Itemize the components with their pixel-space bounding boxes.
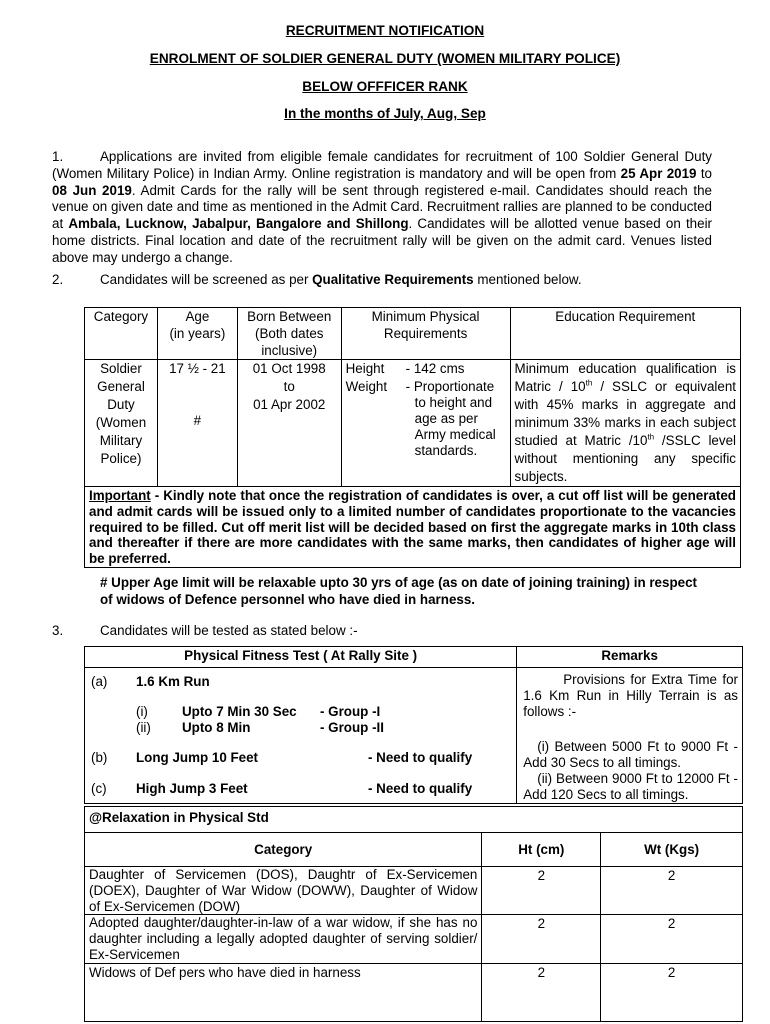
education-superscript-2: th: [647, 433, 655, 442]
weight-detail-line: standards.: [414, 443, 478, 459]
age-range: 17 ½ - 21: [169, 361, 226, 377]
relaxation-table: [84, 806, 743, 1022]
important-label: Important: [89, 488, 151, 504]
education-text: Minimum education qualification is Matric / 10: [514, 361, 736, 395]
physical-cell: [341, 360, 510, 487]
close-date: 08 Jun 2019: [52, 182, 132, 198]
header-physical-line-2: Requirements: [383, 326, 468, 342]
born-cell: [237, 360, 341, 487]
weight-value: - Proportionate: [405, 379, 495, 395]
relaxation-weight: 2: [601, 963, 743, 1021]
run-group-2-time: Upto 8 Min: [182, 720, 251, 735]
run-group-1-time: Upto 7 Min 30 Sec: [182, 704, 297, 719]
long-jump-title: Long Jump 10 Feet: [136, 750, 259, 765]
height-label: Height: [345, 361, 385, 377]
relaxation-category: Daughter of Servicemen (DOS), Daughtr of Ex-Servicemen (DOEX), Daughter of War Widow (DOWW), Daughter of Widow of Ex-Servicemen (DOW): [85, 867, 482, 915]
fitness-body-row: [85, 668, 743, 804]
header-education: Education Requirement: [510, 308, 740, 360]
born-from-date: 01 Oct 1998: [252, 361, 326, 377]
weight-detail-line: age as per: [414, 411, 478, 427]
relaxation-category: Widows of Def pers who have died in harness: [85, 963, 482, 1021]
relaxation-header-row: [85, 833, 743, 867]
remarks-heading: Remarks: [517, 647, 743, 668]
age-cell: [157, 360, 237, 487]
months-heading: In the months of July, Aug, Sep: [284, 106, 486, 121]
header-born-line-1: Born Between: [247, 309, 332, 324]
relaxation-header-weight: Wt (Kgs): [601, 833, 743, 867]
header-age: [157, 308, 237, 360]
education-superscript: th: [585, 379, 593, 388]
education-text-3: /SSLC level without mentioning any specific subjects.: [514, 433, 736, 485]
high-jump-note: - Need to qualify: [368, 781, 473, 796]
run-i-label: (i): [136, 704, 148, 719]
run-group-1: - Group -I: [320, 704, 381, 719]
relaxation-row: [85, 915, 743, 963]
qualitative-requirements: Qualitative Requirements: [312, 272, 474, 287]
run-test-title: 1.6 Km Run: [136, 674, 210, 689]
important-row: [85, 487, 741, 568]
notification-title: RECRUITMENT NOTIFICATION: [285, 23, 485, 38]
header-physical: [341, 308, 510, 360]
relaxation-row: [85, 963, 743, 1021]
paragraph-1: [52, 149, 712, 267]
relaxation-title: @Relaxation in Physical Std: [85, 807, 743, 833]
relaxation-header-height: Ht (cm): [482, 833, 601, 867]
header-age-unit: (in years): [169, 326, 226, 342]
fitness-test-table: [84, 646, 743, 804]
test-c-label: (c): [91, 781, 107, 796]
relaxation-header-category: Category: [85, 833, 482, 867]
eligibility-header-row: [85, 308, 741, 360]
remarks-cell: [517, 668, 743, 804]
education-cell: [510, 360, 740, 487]
fitness-test-heading: Physical Fitness Test ( At Rally Site ): [85, 647, 517, 668]
relaxation-weight: 2: [601, 867, 743, 915]
header-physical-line-1: Minimum Physical: [371, 309, 480, 324]
category-line: Police): [100, 451, 142, 467]
paragraph-2-number: 2.: [52, 272, 64, 287]
age-relaxation-mark: #: [193, 413, 202, 429]
category-line: General: [97, 379, 145, 395]
relaxation-height: 2: [482, 867, 601, 915]
paragraph-2-text: Candidates will be screened as per: [100, 272, 313, 287]
important-note: [85, 487, 741, 568]
category-cell: [85, 360, 158, 487]
relaxation-title-row: [85, 807, 743, 833]
paragraph-2: [100, 271, 582, 288]
header-age-line: Age: [185, 309, 210, 324]
paragraph-1-text-2: . Admit Cards for the rally will be sent through registered e-mail. Candidates should reach the venue on given date and time as mentioned in the Admit Card. Recruitment rallies are planned to be conducted at: [52, 182, 713, 232]
category-line: Duty: [107, 397, 135, 413]
fitness-tests-cell: [85, 668, 517, 804]
paragraph-1-number: 1.: [52, 149, 64, 164]
paragraph-2-text-2: mentioned below.: [473, 272, 582, 287]
relaxation-row: [85, 867, 743, 915]
relaxation-height: 2: [482, 915, 601, 963]
upper-age-note: # Upper Age limit will be relaxable upto 30 yrs of age (as on date of joining training) in respect of widows of Defence personnel who have died in harness.: [100, 575, 697, 607]
relaxation-height: 2: [482, 963, 601, 1021]
category-line: Military: [99, 433, 143, 449]
header-born-line-2: (Both dates: [254, 326, 324, 342]
test-a-label: (a): [91, 674, 108, 689]
born-until-date: 01 Apr 2002: [253, 397, 326, 413]
paragraph-1-text-3: . Candidates will be allotted venue based on their home districts. Final location and date of the recruitment rally will be given on the admit card. Venues listed above may undergo a change.: [52, 216, 713, 265]
weight-detail-line: to height and: [414, 395, 493, 411]
important-text: - Kindly note that once the registration of candidates is over, a cut off list will be generated and admit cards will be issued only to a limited number of candidates proportionate to the vacancies required to be filled. Cut off merit list will be decided based on first the aggregate marks in 10th class and thereafter if there are more candidates with the same marks, then candidates of higher age will be preferred.: [89, 488, 736, 566]
long-jump-note: - Need to qualify: [368, 750, 473, 765]
paragraph-1-text: Applications are invited from eligible female candidates for recruitment of 100 Soldier General Duty (Women Military Police) in Indian Army. Online registration is mandatory and will be open from: [52, 149, 712, 181]
eligibility-data-row: [85, 360, 741, 487]
rank-heading: BELOW OFFFICER RANK: [302, 79, 468, 94]
paragraph-3-text: Candidates will be tested as stated below :-: [100, 623, 358, 638]
born-to-word: to: [283, 379, 295, 395]
header-born: [237, 308, 341, 360]
remarks-item-i: (i) Between 5000 Ft to 9000 Ft - Add 30 Secs to all timings.: [523, 738, 738, 770]
eligibility-table: [84, 307, 741, 568]
education-text-2: / SSLC or equivalent with 45% marks in aggregate and minimum 33% marks in each subject studied at Matric /10: [514, 379, 736, 449]
run-ii-label: (ii): [136, 720, 151, 735]
run-group-2: - Group -II: [320, 720, 384, 735]
open-date: 25 Apr 2019: [620, 165, 697, 181]
header-category: Category: [85, 308, 158, 360]
notification-subtitle: ENROLMENT OF SOLDIER GENERAL DUTY (WOMEN MILITARY POLICE): [149, 51, 621, 66]
category-line: (Women: [95, 415, 147, 431]
relaxation-weight: 2: [601, 915, 743, 963]
paragraph-1-to: to: [696, 165, 712, 181]
fitness-header-row: [85, 647, 743, 668]
paragraph-3-number: 3.: [52, 623, 64, 638]
header-born-line-3: inclusive): [261, 343, 318, 359]
relaxation-category: Adopted daughter/daughter-in-law of a war widow, if she has no daughter including a legally adopted daughter of serving soldier/ Ex-Servicemen: [85, 915, 482, 963]
remarks-item-ii: (ii) Between 9000 Ft to 12000 Ft - Add 120 Secs to all timings.: [523, 771, 738, 803]
weight-detail-line: Army medical: [414, 427, 496, 443]
test-b-label: (b): [91, 750, 108, 765]
rally-venues: Ambala, Lucknow, Jabalpur, Bangalore and Shillong: [68, 216, 409, 232]
high-jump-title: High Jump 3 Feet: [136, 781, 248, 796]
category-line: Soldier: [100, 361, 142, 377]
weight-label: Weight: [345, 379, 388, 395]
height-value: - 142 cms: [405, 361, 465, 377]
remarks-intro: Provisions for Extra Time for 1.6 Km Run in Hilly Terrain is as follows :-: [523, 672, 738, 720]
